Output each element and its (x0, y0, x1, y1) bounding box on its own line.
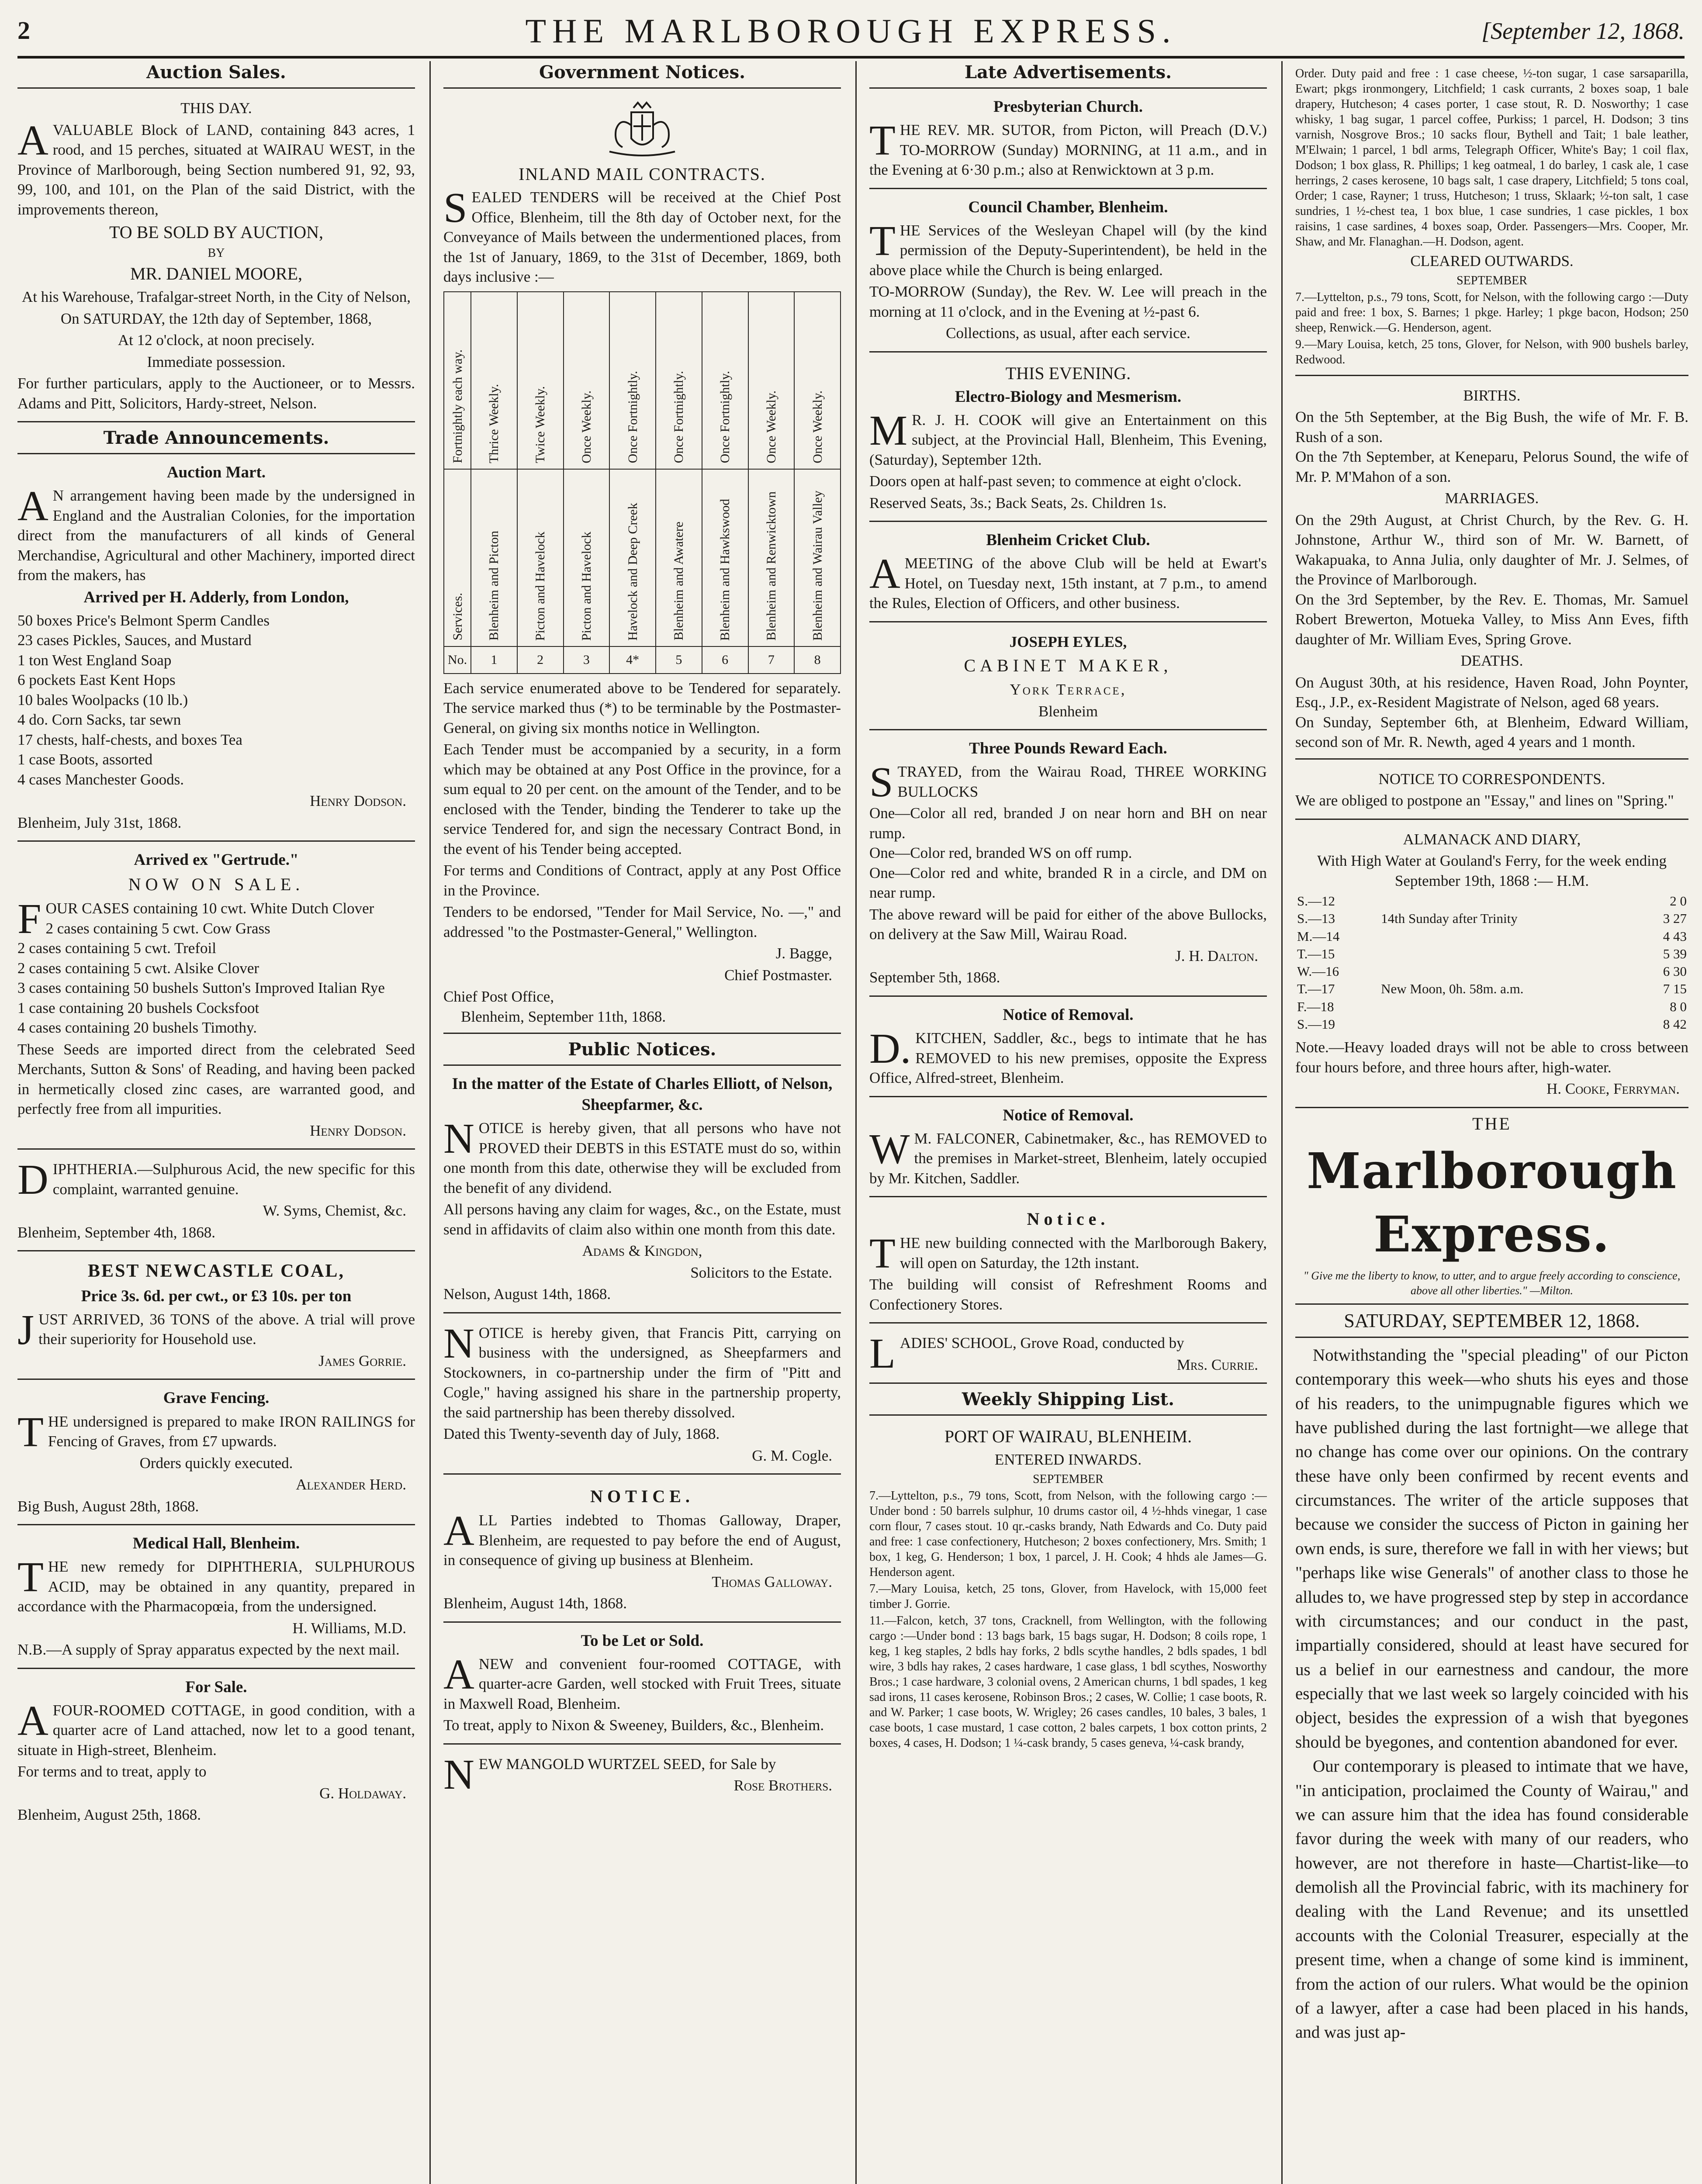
table-cell: 4 43 (1663, 928, 1687, 944)
almanack-subheading: With High Water at Gouland's Ferry, for the week ending September 19th, 1868 :— H.M. (1317, 852, 1667, 889)
table-row (1295, 945, 1688, 963)
ferry-note: Note.—Heavy loaded drays will not be able to cross between four hours before, and three hours after, high-water. (1295, 1039, 1688, 1076)
correspondents-note: We are obliged to postpone an "Essay," and lines on "Spring." (1295, 792, 1674, 809)
shipping-entry: 7.—Lyttelton, p.s., 79 tons, Scott, from Nelson, with the following cargo :—Under bond : 50 barrels sulphur, 10 drums castor oil, 4 ½-hhds vinegar, 1 case corn flour, 7 cases stout. 10 qr.-casks brandy, Nath Edwards and Co. Duty paid and free: 1 case confectionery, Hutcheson; 2 boxes confectionery, Mrs. Smith; 1 box, 1 keg, G. Henderson; 1 box, 1 parcel, J. H. Cook; 4 hhds ale James—G. Henderson agent. (869, 1489, 1267, 1579)
table-cell: 7 (748, 646, 795, 674)
ad-subheading: Electro-Biology and Mesmerism. (955, 387, 1182, 406)
ad-mangold-wurtzel (443, 1749, 841, 1804)
goods-list (17, 611, 415, 790)
royal-arms-crest-icon (596, 99, 688, 160)
notice-body: Each service enumerated above to be Tendered for separately. The service marked thus (*) to be terminable by the Postmaster-General, on giving six months notice in Wellington. (443, 679, 841, 736)
list-item: 2 cases containing 5 cwt. Alsike Clover (17, 959, 259, 977)
ad-heading: JOSEPH EYLES, (1009, 633, 1127, 650)
ad-heading: Three Pounds Reward Each. (969, 740, 1167, 758)
auctioneer-name: MR. DANIEL MOORE, (130, 264, 303, 283)
ad-ladies-school (869, 1328, 1267, 1384)
ad-line: Orders quickly executed. (139, 1454, 293, 1472)
section-banner-government: Government Notices. (443, 61, 841, 89)
table-cell: 4* (609, 646, 656, 674)
ad-joseph-eyles (869, 627, 1267, 731)
notice-body: Each Tender must be accompanied by a security, in a form which may be obtained at any Post Office in the province, for a sum equal to 20 per cent. on the amount of the Tender, and to be enclosed with the Tender, binding the Tenderer to take up the service Tendered for, and sign the necessary Contract Bond, in the event of his Tender being accepted. (443, 741, 841, 857)
ad-body: THE new building connected with the Marlborough Bakery, will open on Saturday, the 12th instant. (869, 1230, 1267, 1278)
shipping-entry: 11.—Falcon, ketch, 37 tons, Cracknell, from Wellington, with the following cargo :—Under bond : 13 bags bark, 15 bags sugar, H. Dodson; 8 coils rope, 1 keg, 1 keg staples, 2 bdls hay forks, 2 bdls scythe handles, 2 bdls spades, 1 bdl wire, 3 bdls hay rakes, 2 cases hardware, 1 case glass, 1 bdl scythes, Nosworthy Bros.; 1 case hardware, 3 colonial ovens, 2 American churns, 1 bdl spades, 1 keg sad irons, 11 cases kerosene, Robinson Bros.; 2 cases, W. Collie; 1 case boots, R. and W. Parker; 1 case boots, W. Wrigley; 26 cases candles, 10 bales, 3 bales, 1 case boots, 1 case mustard, 1 case cotton, 2 bales carpets, 1 box cotton prints, 2 boxes, 4 cases, H. Dodson; 1 ¼-cask brandy, 5 cases geneva, ¼-cask brandy, (869, 1614, 1267, 1750)
table-header: No. (444, 646, 471, 674)
ad-signature: H. Williams, M.D. (292, 1619, 406, 1637)
table-row (1295, 998, 1688, 1016)
ad-body: D.KITCHEN, Saddler, &c., begs to intimate that he has REMOVED to his new premises, opposite the Express Office, Alfred-street, Blenheim. (869, 1025, 1267, 1087)
table-cell: 7 15 (1663, 981, 1687, 997)
table-cell: S.—13 (1297, 911, 1335, 926)
shipping-entry: 7.—Lyttelton, p.s., 79 tons, Scott, for Nelson, with the following cargo :—Duty paid and free: 1 box, S. Barnes; 1 pkge. Harley; 1 pkge bacon, Hodson; 250 sheep, Renwick.—G. Henderson, agent. (1295, 290, 1688, 335)
list-item: 1 ton West England Soap (17, 651, 172, 669)
ad-note: N.B.—A supply of Spray apparatus expected by the next mail. (17, 1641, 400, 1659)
ad-cottage-for-sale (17, 1673, 415, 1833)
table-cell: 2 0 (1670, 893, 1687, 909)
ad-body: THE undersigned is prepared to make IRON RAILINGS for Fencing of Graves, from £7 upwards. (17, 1408, 415, 1456)
shipping-subheading: ENTERED INWARDS. (994, 1451, 1142, 1469)
table-cell: New Moon, 0h. 58m. a.m. (1381, 981, 1524, 997)
notice-place: Chief Post Office, (443, 988, 554, 1005)
column-1 (17, 61, 415, 2184)
birth-entry: On the 5th September, at the Big Bush, the wife of Mr. F. B. Rush of a son. (1295, 408, 1688, 446)
table-cell: T.—17 (1297, 981, 1335, 997)
list-item: 4 cases containing 20 bushels Timothy. (17, 1019, 257, 1037)
ad-signature: J. H. Dalton. (1175, 947, 1258, 964)
table-cell: Once Weekly. (564, 292, 610, 469)
shipping-list (869, 1420, 1267, 1758)
table-cell: Once Fortnightly. (656, 292, 702, 469)
ad-removal-falconer (869, 1102, 1267, 1198)
ad-body: The above reward will be paid for either of the above Bullocks, on delivery at the Saw Mill, Wairau Road. (869, 905, 1267, 943)
table-cell: W.—16 (1297, 964, 1339, 979)
table-cell: Thrice Weekly. (471, 292, 517, 469)
table-cell (1379, 945, 1646, 963)
ad-auction-mart (17, 459, 415, 842)
ad-body: Reserved Seats, 3s.; Back Seats, 2s. Children 1s. (869, 494, 1167, 511)
list-item: 6 pockets East Kent Hops (17, 671, 176, 689)
section-banner-trade: Trade Announcements. (17, 427, 415, 454)
notice-date: Dated this Twenty-seventh day of July, 1868. (443, 1425, 720, 1443)
editorial-section (1295, 1113, 1688, 2045)
table-cell: S.—12 (1297, 893, 1335, 909)
ad-line: On SATURDAY, the 12th day of September, 1868, (60, 310, 372, 327)
ad-heading: Presbyterian Church. (993, 98, 1143, 116)
editorial-paragraph: Our contemporary is pleased to intimate that we have, "in anticipation, proclaimed the County of Wairau," and we can assure him that the idea has found considerable favor during the week with many of our readers, who however, are not therefore in haste—Chartist-like—to demolish all the Provincial fabric, with its machinery for dealing with the Land Revenue; and its unsettled accounts with the Colonial Treasurer, especially at the present time, when a change of some kind is imminent, from the action of our rulers. What would be the opinion of a lawyer, after a case had been placed in his hands, and was just ap- (1295, 1757, 1688, 2042)
section-heading-deaths: DEATHS. (1460, 652, 1523, 669)
ad-signature: Henry Dodson. (310, 792, 406, 810)
notice-body: All persons having any claim for wages, &c., on the Estate, must send in affidavits of claim also within one month from this date. (443, 1201, 841, 1238)
ad-signature: W. Syms, Chemist, &c. (263, 1202, 406, 1220)
table-cell: F.—18 (1297, 999, 1334, 1014)
shipping-month: SEPTEMBER (1456, 273, 1527, 287)
editorial-paragraph: Notwithstanding the "special pleading" of our Picton contemporary this week—who shuts his eyes and those of his readers, to the unimpugnable figures which we have published during the last fortnight—we allege that no change has come over our opinions. On the contrary these have only been confirmed by recent events and circumstances. The writer of the article supposes that because we consider the success of Picton in gaining her own ends, is sure, therefore we fall in with her views; but "perhaps like wise Generals" of another class to those he alludes to, we have progressed step by step in accordance with circumstances; and our conduct in the past, impartially considered, should at least have secured for us a belief in our earnestness and candour, the more especially that we last week so largely coincided with his object, besides the expression of a wish that byegones should be byegones, and contention abandoned for ever. (1295, 1345, 1688, 1752)
ad-body: DIPHTHERIA.—Sulphurous Acid, the new specific for this complaint, warranted genuine. (17, 1156, 415, 1204)
table-cell (1379, 963, 1646, 980)
editorial-text (1295, 1343, 1688, 2045)
ad-line: BY (208, 246, 225, 260)
list-item: 2 cases containing 5 cwt. Cow Grass (45, 919, 270, 937)
ad-body: NEW MANGOLD WURTZEL SEED, for Sale by (443, 1751, 776, 1798)
notice-signature: Thomas Galloway. (712, 1573, 832, 1590)
mail-contracts-table (443, 291, 841, 674)
ad-diphtheria-syms (17, 1154, 415, 1251)
list-item: 1 case containing 20 bushels Cocksfoot (17, 999, 259, 1016)
list-item: 3 cases containing 50 bushels Sutton's Improved Italian Rye (17, 979, 385, 997)
ad-line: Blenheim (1038, 702, 1098, 720)
list-item: One—Color all red, branded J on near horn and BH on near rump. (869, 805, 1267, 842)
table-cell: Blenheim and Hawkswood (702, 469, 748, 646)
marriage-entry: On the 29th August, at Christ Church, by the Rev. G. H. Johnstone, Arthur W., third son of Mr. W. Barnett, of Wakapuaka, to Anna Julia, only daughter of Mr. J. Selmes, of the Province of Marlborough. (1295, 511, 1688, 588)
ad-line: York Terrace, (1010, 681, 1127, 698)
table-cell (1379, 892, 1646, 910)
notice-heading: NOTICE. (590, 1486, 694, 1507)
ad-body: MR. J. H. COOK will give an Entertainment on this subject, at the Provincial Hall, Blenheim, This Evening, (Saturday), September 12th. (869, 407, 1267, 468)
ad-body: THE new remedy for DIPHTHERIA, SULPHUROUS ACID, may be obtained in any quantity, prepared in accordance with the Pharmacopœia, from the undersigned. (17, 1554, 415, 1615)
section-heading: ALMANACK AND DIARY, (1403, 830, 1581, 848)
notice-date: Nelson, August 14th, 1868. (443, 1286, 611, 1303)
table-cell: 1 (471, 646, 517, 674)
table-cell: Picton and Havelock (564, 469, 610, 646)
ad-signature: Henry Dodson. (310, 1122, 406, 1139)
page-masthead (17, 8, 1685, 59)
ad-heading: Blenheim Cricket Club. (986, 531, 1150, 549)
ad-date: Blenheim, August 25th, 1868. (17, 1806, 201, 1824)
table-cell: T.—15 (1297, 946, 1335, 961)
table-header: Services. (444, 469, 471, 646)
ad-heading: Grave Fencing. (163, 1389, 270, 1407)
table-cell (1379, 1016, 1646, 1033)
shipping-subheading: CLEARED OUTWARDS. (1410, 252, 1574, 270)
ad-heading: Notice of Removal. (1003, 1006, 1134, 1024)
notice-signature: Adams & Kingdon, (582, 1242, 702, 1260)
notice-signature-title: Chief Postmaster. (724, 966, 832, 984)
list-item: 17 chests, half-chests, and boxes Tea (17, 731, 242, 748)
ad-bullocks-reward (869, 735, 1267, 997)
section-banner-public-notices: Public Notices. (443, 1038, 841, 1066)
notice-pitt-cogle (443, 1318, 841, 1475)
ad-body: AVALUABLE Block of LAND, containing 843 acres, 1 rood, and 15 perches, situated at WAIRAU WEST, in the Province of Marlborough, being Section numbered 91, 92, 93, 99, 100, and 101, on the Plan of the said District, with the improvements thereon, (17, 117, 415, 218)
ad-body: WM. FALCONER, Cabinetmaker, &c., has REMOVED to the premises in Market-street, Blenheim, lately occupied by Mr. Kitchen, Saddler. (869, 1125, 1267, 1187)
ad-signature: Mrs. Currie. (1176, 1356, 1258, 1373)
section-banner-late-ads: Late Advertisements. (869, 61, 1267, 89)
ad-heading: To be Let or Sold. (581, 1631, 704, 1650)
ad-land-auction (17, 93, 415, 422)
section-heading-births: BIRTHS. (1463, 387, 1521, 404)
ad-subheading: Arrived per H. Adderly, from London, (83, 588, 349, 606)
table-cell (1379, 928, 1646, 945)
newspaper-title: THE MARLBOROUGH EXPRESS. (525, 12, 1177, 50)
table-row (1295, 928, 1688, 945)
notice-signature: G. M. Cogle. (752, 1447, 832, 1464)
shipping-month: SEPTEMBER (1033, 1472, 1104, 1486)
ad-cottage-let (443, 1627, 841, 1745)
table-cell: Picton and Havelock (517, 469, 564, 646)
section-banner-shipping: Weekly Shipping List. (869, 1388, 1267, 1416)
ad-date: Blenheim, July 31st, 1868. (17, 814, 182, 831)
death-entry: On August 30th, at his residence, Haven Road, John Poynter, Esq., J.P., ex-Resident Magistrate of Nelson, aged 68 years. (1295, 674, 1688, 711)
list-item: 2 cases containing 5 cwt. Trefoil (17, 940, 216, 957)
ad-subheading: CABINET MAKER, (964, 656, 1173, 676)
ad-line: For terms and to treat, apply to (17, 1763, 207, 1780)
table-header: Fortnightly each way. (444, 292, 471, 469)
ad-heading: THIS DAY. (180, 100, 252, 117)
ad-cricket-club (869, 526, 1267, 622)
page-number: 2 (17, 16, 30, 45)
ad-line: TO BE SOLD BY AUCTION, (109, 222, 324, 242)
shipping-entry: 9.—Mary Louisa, ketch, 25 tons, Glover, for Nelson, with 900 bushels barley, Redwood. (1295, 337, 1688, 366)
section-banner-auction-sales: Auction Sales. (17, 61, 415, 89)
ad-line: At his Warehouse, Trafalgar-street North, in the City of Nelson, (21, 288, 411, 305)
ad-marlborough-bakery (869, 1202, 1267, 1324)
ad-body: THE Services of the Wesleyan Chapel will (by the kind permission of the Deputy-Superintendent), be held in the above place while the Church is being enlarged. (869, 217, 1267, 279)
table-cell: Once Weekly. (794, 292, 841, 469)
notice-heading: INLAND MAIL CONTRACTS. (519, 164, 766, 184)
table-cell: 3 (564, 646, 610, 674)
table-row (444, 646, 841, 674)
ad-date: September 5th, 1868. (869, 969, 1000, 986)
ad-subheading: Price 3s. 6d. per cwt., or £3 10s. per ton (81, 1287, 352, 1305)
ad-body: LADIES' SCHOOL, Grove Road, conducted by (869, 1330, 1184, 1378)
table-row (444, 469, 841, 646)
ad-body: THE REV. MR. SUTOR, from Picton, will Preach (D.V.) TO-MORROW (Sunday) MORNING, at 11 a.m., and in the Evening at 6·30 p.m.; also at Renwicktown at 3 p.m. (869, 117, 1267, 179)
ad-removal-kitchen (869, 1001, 1267, 1097)
table-cell: Havelock and Deep Creek (609, 469, 656, 646)
notice-galloway (443, 1479, 841, 1623)
ad-heading: For Sale. (185, 1678, 247, 1696)
birth-entry: On the 7th September, at Keneparu, Pelorus Sound, the wife of Mr. P. M'Mahon of a son. (1295, 448, 1688, 485)
table-cell: 2 (517, 646, 564, 674)
ad-signature: James Gorrie. (318, 1352, 406, 1369)
ad-line: Collections, as usual, after each service. (946, 325, 1190, 342)
ad-medical-hall (17, 1530, 415, 1669)
ad-body: ANEW and convenient four-roomed COTTAGE, with quarter-acre Garden, well stocked with Fruit Trees, situate in Maxwell Road, Blenheim. (443, 1651, 841, 1712)
notice-to-correspondents (1295, 764, 1688, 820)
ad-line: Immediate possession. (147, 353, 286, 370)
ad-heading: Arrived ex "Gertrude." (134, 851, 299, 869)
page-date: [September 12, 1868. (1481, 18, 1685, 44)
list-item: One—Color red, branded WS on off rump. (869, 844, 1132, 862)
list-item: 1 case Boots, assorted (17, 751, 153, 768)
notice-mail-contracts (443, 93, 841, 1034)
ad-signature: G. Holdaway. (319, 1784, 406, 1802)
ad-signature: Alexander Herd. (296, 1476, 406, 1493)
ad-heading: BEST NEWCASTLE COAL, (88, 1261, 345, 1282)
ad-presbyterian-church (869, 93, 1267, 189)
ad-heading: Notice of Removal. (1003, 1106, 1134, 1124)
notice-body: Tenders to be endorsed, "Tender for Mail Service, No. —," and addressed "to the Postmaster-General," Wellington. (443, 903, 841, 940)
ad-heading: THIS EVENING. (1005, 363, 1131, 383)
table-cell: Blenheim and Wairau Valley (794, 469, 841, 646)
ad-grave-fencing (17, 1384, 415, 1525)
ad-date: Big Bush, August 28th, 1868. (17, 1497, 199, 1515)
table-cell: 14th Sunday after Trinity (1381, 911, 1518, 926)
list-item: One—Color red and white, branded R in a circle, and DM on near rump. (869, 864, 1267, 902)
ad-council-chamber (869, 194, 1267, 352)
ad-heading: Auction Mart. (166, 463, 266, 481)
almanack-table (1295, 892, 1688, 1033)
list-item: 10 bales Woolpacks (10 lb.) (17, 691, 188, 708)
newspaper-motto: " Give me the liberty to know, to utter, and to argue freely according to conscience, above all other liberties." —Milton. (1303, 1269, 1681, 1297)
births-marriages-deaths (1295, 380, 1688, 760)
ad-subheading: NOW ON SALE. (128, 874, 304, 895)
table-cell: M.—14 (1297, 928, 1340, 944)
table-cell (1379, 998, 1646, 1016)
table-row (1295, 1016, 1688, 1033)
column-2 (443, 61, 841, 2184)
notice-date: Blenheim, September 11th, 1868. (461, 1008, 666, 1025)
list-item: 4 do. Corn Sacks, tar sewn (17, 711, 181, 729)
table-cell: 3 27 (1663, 911, 1687, 926)
notice-body: SEALED TENDERS will be received at the Chief Post Office, Blenheim, till the 8th day of October next, for the Conveyance of Mails between the undermentioned places, from the 1st of January, 1869, to the 31st of December, 1869, both days inclusive :— (443, 184, 841, 285)
ad-heading: Medical Hall, Blenheim. (132, 1534, 300, 1553)
shipping-entry: 7.—Mary Louisa, ketch, 25 tons, Glover, from Havelock, with 15,000 feet timber J. Gorrie. (869, 1582, 1267, 1611)
ad-body: AN arrangement having been made by the undersigned in England and the Australian Colonies, for the importation direct from the manufacturers of all kinds of General Merchandise, Agricultural and other Machinery, imported direct from the makers, has (17, 483, 415, 584)
almanack-diary (1295, 824, 1688, 1108)
table-cell: Blenheim and Renwicktown (748, 469, 795, 646)
notice-body: NOTICE is hereby given, that Francis Pitt, carrying on business with the undersigned, as Sheepfarmers and Stockowners, in co-partnership under the firm of "Pitt and Cogle," having assigned his share in the partnership property, the said partnership has been thereby dissolved. (443, 1320, 841, 1421)
ad-electro-biology (869, 357, 1267, 522)
ad-heading: Council Chamber, Blenheim. (968, 198, 1168, 216)
column-rule (855, 61, 857, 2184)
table-cell: 5 39 (1663, 946, 1687, 961)
table-cell: 8 0 (1670, 999, 1687, 1014)
column-rule (1281, 61, 1283, 2184)
notice-signature-title: Solicitors to the Estate. (690, 1264, 832, 1281)
table-cell: Once Fortnightly. (702, 292, 748, 469)
notice-signature: J. Bagge, (775, 945, 832, 962)
ad-signature: Rose Brothers. (733, 1777, 832, 1794)
table-cell: Once Weekly. (748, 292, 795, 469)
notice-date: Blenheim, August 14th, 1868. (443, 1595, 627, 1612)
ad-gertrude-seeds (17, 846, 415, 1150)
notice-elliott-estate (443, 1070, 841, 1313)
table-cell: 5 (656, 646, 702, 674)
section-heading: NOTICE TO CORRESPONDENTS. (1378, 770, 1605, 788)
ad-heading: Notice. (1027, 1209, 1110, 1229)
list-item: 23 cases Pickles, Sauces, and Mustard (17, 632, 252, 649)
table-cell: 8 42 (1663, 1016, 1687, 1032)
ad-body: For further particulars, apply to the Auctioneer, or to Messrs. Adams and Pitt, Solicitors, Hardy-street, Nelson. (17, 375, 415, 412)
table-row (1295, 980, 1688, 998)
ad-newcastle-coal (17, 1256, 415, 1380)
marriage-entry: On the 3rd September, by the Rev. E. Thomas, Mr. Samuel Robert Brewerton, Motueka Valley, to Miss Ann Eves, fifth daughter of Mr. William Eves, Spring Grove. (1295, 591, 1688, 648)
table-row (1295, 910, 1688, 927)
column-rule (429, 61, 431, 2184)
table-row (1295, 963, 1688, 980)
table-cell: Blenheim and Picton (471, 469, 517, 646)
table-cell: S.—19 (1297, 1016, 1335, 1032)
notice-body: ALL Parties indebted to Thomas Galloway, Draper, Blenheim, are requested to pay before the end of August, in consequence of giving up business at Blenheim. (443, 1507, 841, 1569)
issue-date: SATURDAY, SEPTEMBER 12, 1868. (1295, 1303, 1688, 1338)
shipping-entry: Order. Duty paid and free : 1 case cheese, ½-ton sugar, 1 case sarsaparilla, Ewart; pkgs ironmongery, Litchfield; 1 cask currants, 2 boxes soap, 1 bale drapery, Hutcheson; 4 cases porter, 1 case stout, R. D. Nosworthy; 1 case whisky, 1 bag sugar, 1 parcel coffee, Purkiss; 1 parcel, H. Dodson; 3 tins varnish, Nosgrove Bros.; 10 sacks flour, Bythell and Tait; 1 bale leather, M'Elwain; 1 parcel, 1 bdl arms, Telegraph Officer, White's Bay; 1 coil flax, Dodson; 1 box glass, R. Phillips; 1 keg oatmeal, 1 do barley, 1 cask ale, 1 case herrings, 2 cases kerosene, 10 bags salt, 1 case drapery, Litchfield; 5 tons coal, Order; 1 case, Rayner; 1 truss, Hutcheson; 1 truss, Sklaark; ½-ton salt, 1 case sundries, 1 ½-chest tea, 1 box blue, 1 case sundries, 1 case pickles, 1 box raisins, 1 case sardines, 4 boxes soap, Order. Passengers—Mrs. Cooper, Mr. Shaw, and Mr. Flanaghan.—H. Dodson, agent. (1295, 67, 1688, 249)
table-cell: Twice Weekly. (517, 292, 564, 469)
shipping-port: PORT OF WAIRAU, BLENHEIM. (944, 1427, 1192, 1447)
ad-line: To treat, apply to Nixon & Sweeney, Builders, &c., Blenheim. (443, 1717, 824, 1734)
table-row (444, 292, 841, 469)
ad-body: STRAYED, from the Wairau Road, THREE WORKING BULLOCKS (869, 759, 1267, 806)
table-cell: Blenheim and Awatere (656, 469, 702, 646)
column-4 (1295, 61, 1688, 2184)
death-entry: On Sunday, September 6th, at Blenheim, Edward William, second son of Mr. R. Newth, aged 4 years and 1 month. (1295, 713, 1688, 750)
ad-body: AFOUR-ROOMED COTTAGE, in good condition, with a quarter acre of Land attached, now let to a good tenant, situate in High-street, Blenheim. (17, 1697, 415, 1759)
list-item: 4 cases Manchester Goods. (17, 771, 184, 788)
ferry-signature: H. Cooke, Ferryman. (1546, 1080, 1680, 1098)
table-cell: 6 30 (1663, 964, 1687, 979)
table-row (1295, 892, 1688, 910)
ad-body: AMEETING of the above Club will be held at Ewart's Hotel, on Tuesday next, 15th instant, at 7 p.m., to amend the Rules, Election of Officers, and other business. (869, 550, 1267, 612)
ad-body: JUST ARRIVED, 36 TONS of the above. A trial will prove their superiority for Household use. (17, 1306, 415, 1354)
notice-body: For terms and Conditions of Contract, apply at any Post Office in the Province. (443, 862, 841, 899)
flag-prefix: THE (1472, 1113, 1512, 1133)
shipping-list-continued (1295, 61, 1688, 376)
section-heading-marriages: MARRIAGES. (1445, 490, 1539, 507)
column-3 (869, 61, 1267, 2184)
table-cell: 8 (794, 646, 841, 674)
ad-date: Blenheim, September 4th, 1868. (17, 1223, 215, 1241)
ad-body: Doors open at half-past seven; to commence at eight o'clock. (869, 473, 1242, 490)
notice-heading: In the matter of the Estate of Charles Elliott, of Nelson, Sheepfarmer, &c. (452, 1075, 833, 1114)
ad-line: At 12 o'clock, at noon precisely. (118, 332, 315, 349)
ad-body: These Seeds are imported direct from the celebrated Seed Merchants, Sutton & Sons' of Reading, and having been packed in hermetically closed zinc cases, are warranted good, and perfectly free from all impurities. (17, 1040, 415, 1118)
ad-body: The building will consist of Refreshment Rooms and Confectionery Stores. (869, 1276, 1267, 1313)
newspaper-flag: Marlborough Express. (1307, 1142, 1677, 1264)
notice-body: NOTICE is hereby given, that all persons who have not PROVED their DEBTS in this ESTATE must do so, within one month from this date, otherwise they will be excluded from the benefit of any dividend. (443, 1115, 841, 1196)
table-cell: 6 (702, 646, 748, 674)
table-cell: Once Fortnightly. (609, 292, 656, 469)
list-item: FOUR CASES containing 10 cwt. White Dutch Clover (17, 895, 374, 943)
list-item: 50 boxes Price's Belmont Sperm Candles (17, 612, 270, 629)
ad-body: TO-MORROW (Sunday), the Rev. W. Lee will preach in the morning at 11 o'clock, and in the Evening at ½-past 6. (869, 283, 1267, 320)
